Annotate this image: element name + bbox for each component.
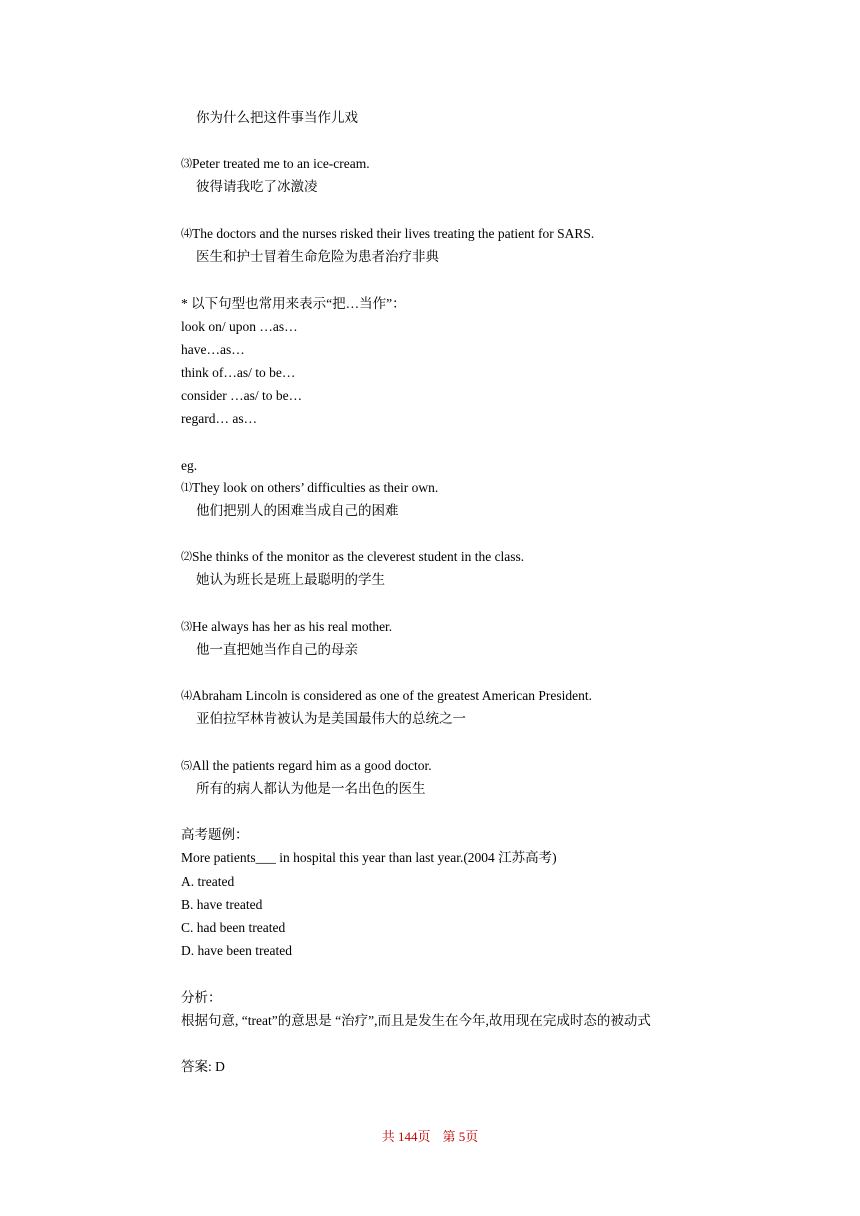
example-number: ⑵: [181, 551, 192, 563]
example-text: Abraham Lincoln is considered as one of the greatest American President.: [192, 688, 592, 703]
example-3-english: [181, 155, 370, 173]
example-number: ⑶: [181, 621, 192, 633]
example-text: She thinks of the monitor as the cleverest student in the class.: [192, 549, 525, 564]
example-text: Peter treated me to an ice-cream.: [192, 156, 370, 171]
example-text: He always has her as his real mother.: [192, 619, 393, 634]
eg-3-english: [181, 618, 392, 636]
example-text: They look on others’ difficulties as their own.: [192, 480, 439, 495]
eg-1-english: [181, 479, 438, 497]
option-c: C. had been treated: [181, 920, 286, 935]
exam-heading: 高考题例：: [181, 827, 249, 842]
eg-4-english: [181, 687, 592, 705]
total-pages: 共 144页: [381, 1129, 431, 1144]
pattern-item: think of…as/ to be…: [181, 365, 296, 380]
pattern-heading: * 以下句型也常用来表示“把…当作”：: [181, 296, 406, 311]
pattern-item: regard… as…: [181, 411, 258, 426]
example-3-chinese: 彼得请我吃了冰激凌: [196, 179, 318, 194]
eg-1-chinese: 他们把别人的困难当成自己的困难: [196, 503, 399, 518]
example-text: The doctors and the nurses risked their lives treating the patient for SARS.: [192, 226, 595, 241]
current-page: 第 5页: [442, 1129, 479, 1144]
example-text: All the patients regard him as a good doctor.: [192, 758, 432, 773]
example-number: ⑷: [181, 228, 192, 240]
intro-chinese-line: 你为什么把这件事当作儿戏: [196, 110, 358, 125]
eg-2-chinese: 她认为班长是班上最聪明的学生: [196, 572, 385, 587]
eg-2-english: [181, 548, 524, 566]
pattern-item: have…as…: [181, 342, 245, 357]
eg-3-chinese: 他一直把她当作自己的母亲: [196, 642, 358, 657]
answer-line: 答案: D: [181, 1059, 225, 1074]
eg-5-chinese: 所有的病人都认为他是一名出色的医生: [196, 781, 426, 796]
analysis-heading: 分析：: [181, 990, 222, 1005]
example-number: ⑷: [181, 690, 192, 702]
example-number: ⑶: [181, 158, 192, 170]
option-a: A. treated: [181, 874, 235, 889]
example-number: ⑴: [181, 482, 192, 494]
eg-5-english: [181, 757, 432, 775]
exam-question: More patients___ in hospital this year than last year.(2004 江苏高考): [181, 850, 557, 865]
pattern-item: consider …as/ to be…: [181, 388, 303, 403]
analysis-text: 根据句意, “treat”的意思是 “治疗”,而且是发生在今年,故用现在完成时态的被动式: [181, 1013, 651, 1028]
example-4-english: [181, 225, 594, 243]
page-footer: [0, 1128, 860, 1146]
eg-4-chinese: 亚伯拉罕林肯被认为是美国最伟大的总统之一: [196, 711, 466, 726]
pattern-item: look on/ upon …as…: [181, 319, 298, 334]
example-4-chinese: 医生和护士冒着生命危险为患者治疗非典: [196, 249, 439, 264]
eg-label: eg.: [181, 458, 198, 473]
option-b: B. have treated: [181, 897, 263, 912]
option-d: D. have been treated: [181, 943, 292, 958]
example-number: ⑸: [181, 760, 192, 772]
